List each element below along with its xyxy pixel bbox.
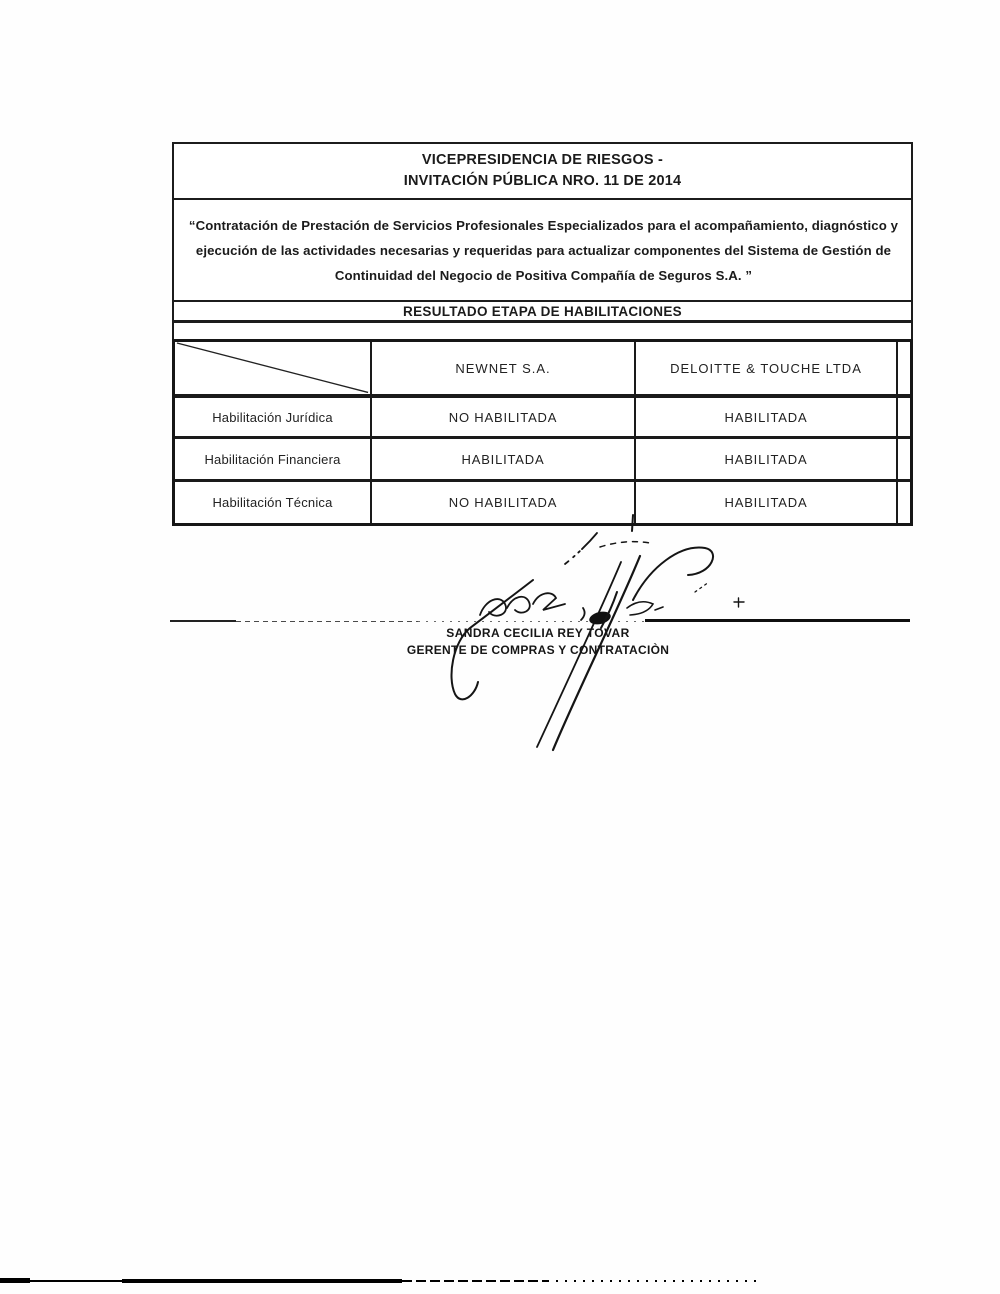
document-title-line1: VICEPRESIDENCIA DE RIESGOS - (421, 152, 664, 168)
signature-line (236, 621, 418, 622)
cell-tecnica-newnet: NO HABILITADA (372, 482, 636, 523)
document-title-line2: INVITACIÓN PÚBLICA NRO. 11 DE 2014 (403, 173, 682, 189)
scan-artifact-line (547, 1280, 760, 1282)
table-edge-strip (898, 398, 910, 439)
document-title-box (172, 142, 913, 200)
column-header-deloitte: DELOITTE & TOUCHE LTDA (636, 342, 898, 398)
document-sheet (172, 142, 913, 526)
signer-role: GERENTE DE COMPRAS Y CONTRATACIÒN (406, 643, 670, 657)
cell-financiera-newnet: HABILITADA (372, 439, 636, 482)
spacer-row (172, 321, 913, 341)
scan-artifact-line (30, 1280, 122, 1282)
cell-tecnica-deloitte: HABILITADA (636, 482, 898, 523)
table-corner-cell (175, 342, 372, 398)
scan-artifact-line (0, 1278, 30, 1283)
row-label-financiera: Habilitación Financiera (175, 439, 372, 482)
diagonal-line (175, 342, 370, 394)
table-edge-strip (898, 439, 910, 482)
results-table (172, 339, 913, 526)
table-edge-strip (898, 342, 910, 398)
cell-juridica-newnet: NO HABILITADA (372, 398, 636, 439)
row-label-tecnica: Habilitación Técnica (175, 482, 372, 523)
scan-artifact-line (402, 1280, 547, 1282)
cell-juridica-deloitte: HABILITADA (636, 398, 898, 439)
scan-artifact-line (122, 1279, 402, 1283)
table-edge-strip (898, 482, 910, 523)
signer-name: SANDRA CECILIA REY TOVAR (446, 626, 630, 640)
column-header-newnet: NEWNET S.A. (372, 342, 636, 398)
contract-description: “Contratación de Prestación de Servicios Profesionales Especializados para el acompañamiento, diagnóstico y ejecución de las actividades necesarias y requeridas para actualizar componentes del Sistema de Gestión de Continuidad del Negocio de Positiva Compañía de Seguros S.A. ” (172, 198, 913, 302)
signature-line (170, 620, 236, 622)
section-title: RESULTADO ETAPA DE HABILITACIONES (172, 300, 913, 323)
cell-financiera-deloitte: HABILITADA (636, 439, 898, 482)
row-label-juridica: Habilitación Jurídica (175, 398, 372, 439)
